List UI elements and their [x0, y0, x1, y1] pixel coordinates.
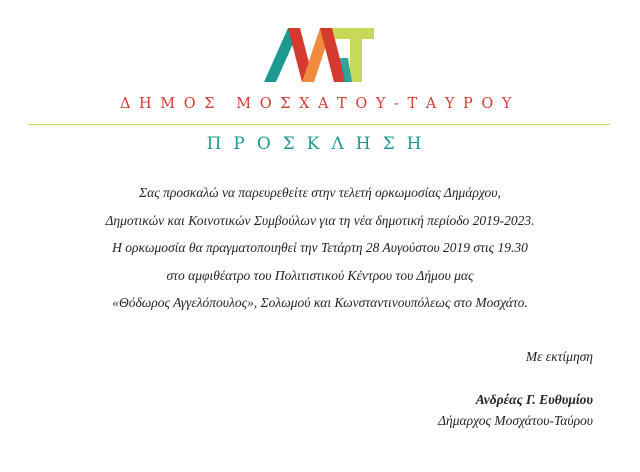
- municipality-name: ΔΗΜΟΣ ΜΟΣΧΑΤΟΥ-ΤΑΥΡΟΥ: [119, 96, 521, 112]
- signer-name: Ανδρέας Γ. Ευθυμίου: [475, 392, 593, 407]
- divider: [28, 124, 610, 125]
- regards-text: Με εκτίμηση: [525, 349, 593, 364]
- body-line: στο αμφιθέατρο του Πολιτιστικού Κέντρου του Δήμου μας: [166, 267, 474, 283]
- mt-logo-icon: [260, 24, 378, 84]
- body-line: Η ορκωμοσία θα πραγματοποιηθεί την Τετάρτη 28 Αυγούστου 2019 στις 19.30: [112, 240, 528, 255]
- signer-title: Δήμαρχος Μοσχάτου-Ταύρου: [438, 413, 593, 428]
- body-line: «Θόδωρος Αγγελόπουλος», Σολωμού και Κωνσταντινουπόλεως στο Μοσχάτο.: [112, 295, 528, 310]
- invitation-body: [0, 183, 640, 321]
- body-line: Σας προσκαλώ να παρευρεθείτε στην τελετή ορκωμοσίας Δημάρχου,: [139, 185, 501, 200]
- invitation-heading: ΠΡΟΣΚΛΗΣΗ: [206, 134, 434, 154]
- signature-block: [438, 392, 593, 433]
- body-line: Δημοτικών και Κοινοτικών Συμβούλων για τη νέα δημοτική περίοδο 2019-2023.: [105, 212, 535, 228]
